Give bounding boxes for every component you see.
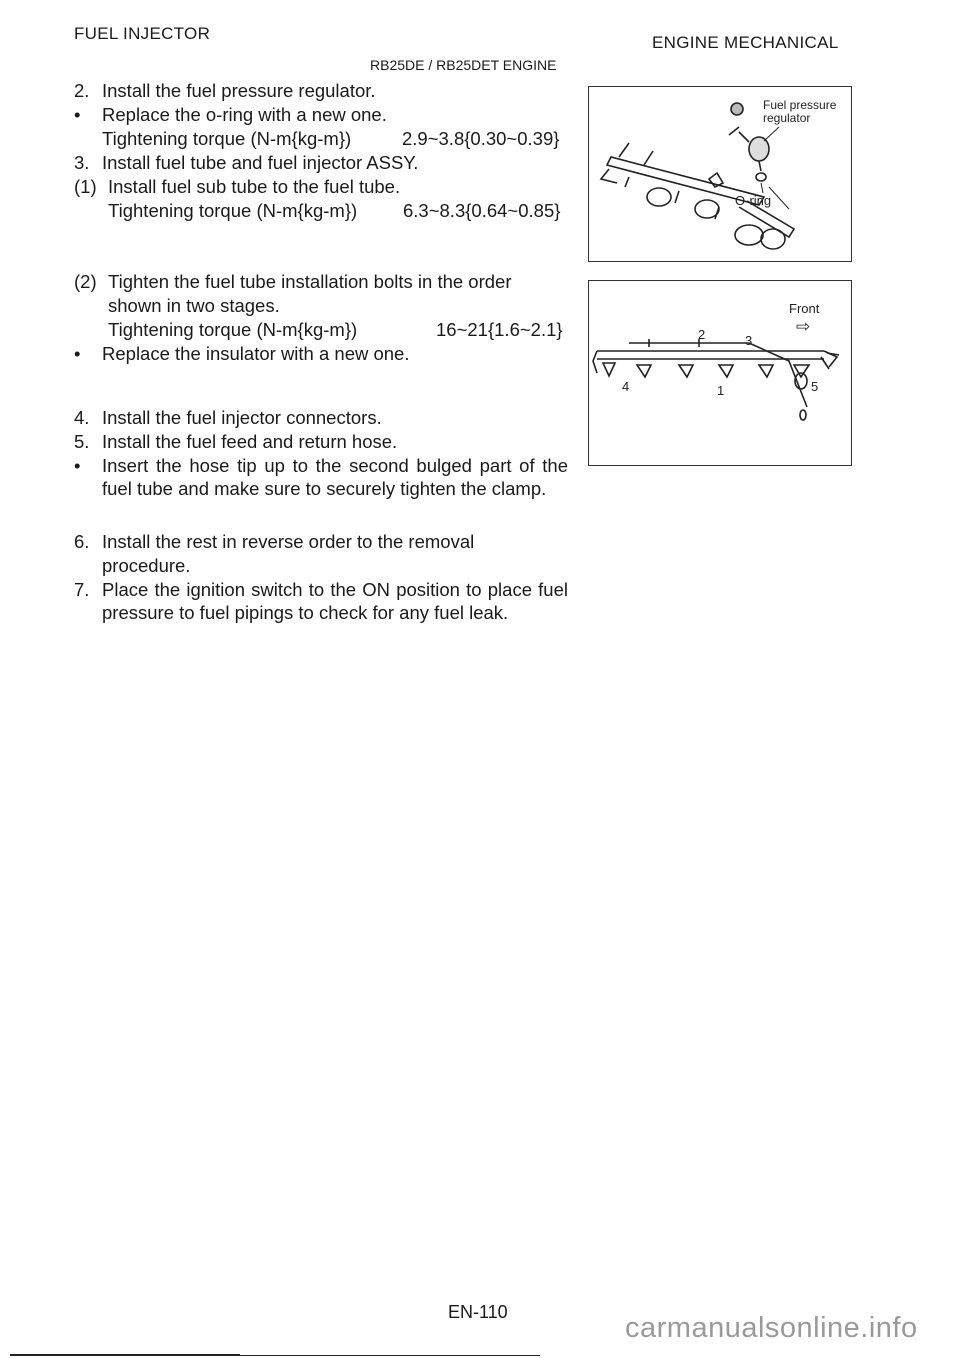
- step-text: Install the rest in reverse order to the removal: [102, 531, 475, 552]
- figure-fuel-pressure-regulator: [588, 86, 852, 262]
- step-number: 5.: [74, 431, 90, 452]
- o-ring-label: O-ring: [735, 193, 772, 208]
- torque-spec: [102, 127, 572, 150]
- bullet-icon: •: [74, 455, 81, 476]
- torque-spec: [108, 318, 578, 341]
- figure-bolt-tightening-order: [588, 280, 852, 466]
- step-number: 2.: [74, 80, 90, 101]
- torque-value: 6.3~8.3{0.64~0.85}: [403, 200, 561, 221]
- step-text: Install the fuel feed and return hose.: [102, 431, 398, 452]
- step-text: Install fuel tube and fuel injector ASSY.: [102, 152, 419, 173]
- substep-number: (2): [74, 271, 97, 292]
- front-arrow-icon: ⇨: [796, 317, 811, 336]
- bolt-order-number: 5: [811, 379, 819, 394]
- header-chapter-title: ENGINE MECHANICAL: [652, 33, 839, 52]
- torque-label: Tightening torque (N-m{kg-m}): [102, 128, 352, 149]
- step-text: Install the fuel pressure regulator.: [102, 80, 376, 101]
- header-section-title: FUEL INJECTOR: [74, 24, 211, 43]
- bullet-icon: •: [74, 104, 81, 125]
- bullet-text: Insert the hose tip up to the second bulged part of the fuel tube and make sure to securely tighten the clamp.: [102, 455, 568, 499]
- step-2: [74, 79, 376, 102]
- front-label: Front: [789, 301, 820, 316]
- bullet-text: Replace the insulator with a new one.: [102, 343, 410, 364]
- torque-label: Tightening torque (N-m{kg-m}): [108, 200, 358, 221]
- torque-label: Tightening torque (N-m{kg-m}): [108, 319, 358, 340]
- torque-value: 16~21{1.6~2.1}: [436, 319, 563, 340]
- substep-3-2: [74, 270, 512, 293]
- step-number: 4.: [74, 407, 90, 428]
- substep-text: Install fuel sub tube to the fuel tube.: [108, 176, 401, 197]
- step-text-continued: procedure.: [102, 555, 191, 576]
- substep-text: Tighten the fuel tube installation bolts in the order: [108, 271, 512, 292]
- substep-text-continued: shown in two stages.: [108, 295, 280, 316]
- substep-number: (1): [74, 176, 97, 197]
- bolt-order-number: 3: [745, 333, 753, 348]
- watermark: carmanualsonline.info: [625, 1312, 918, 1344]
- bullet-item: [74, 454, 80, 477]
- torque-spec: [108, 199, 578, 222]
- bolt-order-number: 4: [622, 379, 630, 394]
- bullet-item: [74, 342, 410, 365]
- fuel-pressure-regulator-label: Fuel pressure regulator: [763, 98, 837, 125]
- step-4: [74, 406, 382, 429]
- bullet-item: [74, 103, 387, 126]
- step-text: Install the fuel injector connectors.: [102, 407, 382, 428]
- substep-3-1: [74, 175, 401, 198]
- bullet-text: Replace the o-ring with a new one.: [102, 104, 387, 125]
- footer-rule-right: [240, 1355, 540, 1356]
- footer-rule-left: [10, 1354, 240, 1356]
- step-7: [74, 578, 89, 601]
- page-number: EN-110: [448, 1302, 508, 1322]
- bolt-order-number: 1: [717, 383, 725, 398]
- step-number: 6.: [74, 531, 90, 552]
- step-text: Place the ignition switch to the ON position to place fuel pressure to fuel pipings to check for any fuel leak.: [102, 579, 568, 623]
- step-number: 3.: [74, 152, 90, 173]
- step-5: [74, 430, 398, 453]
- step-6: [74, 530, 475, 553]
- step-number: 7.: [74, 579, 90, 600]
- engine-model: RB25DE / RB25DET ENGINE: [370, 57, 557, 73]
- step-3: [74, 151, 419, 174]
- bolt-order-number: 2: [698, 327, 706, 342]
- bullet-icon: •: [74, 343, 81, 364]
- torque-value: 2.9~3.8{0.30~0.39}: [402, 128, 560, 149]
